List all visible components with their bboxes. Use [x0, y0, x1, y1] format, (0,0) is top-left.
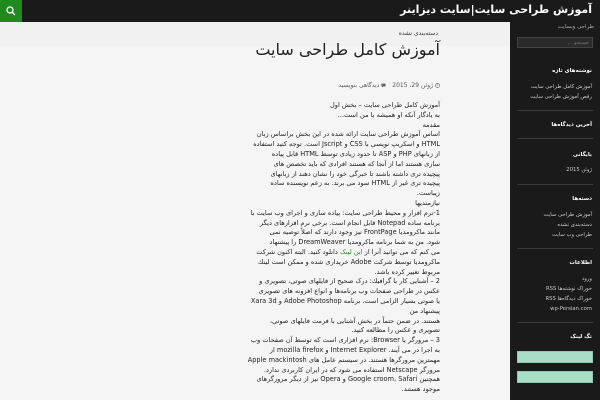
- post-comments-text: دیدگاهی بنویسید: [338, 82, 380, 89]
- body-line: به یادگار آنكه او همیشه با من است...: [337, 110, 440, 119]
- body-line: پیچیده تری داشته باشند تا خبرگی خود را نشان دهند از زبانهای: [270, 169, 440, 178]
- body-text-segment: دانلود كنید. البته اکنون شرکت: [256, 247, 338, 256]
- body-line: [245, 248, 440, 258]
- body-line: مربوط تغییر كرده باشد.: [374, 267, 440, 276]
- recent-post-link[interactable]: آموزش کامل طراحی سایت: [530, 84, 592, 90]
- body-line: سازی هستند اما از آنجا كه هستند افرادی كه باید تخصص های: [273, 159, 440, 168]
- sidebar-link-box[interactable]: [517, 351, 593, 363]
- body-line: HTML و اسكریپ نویسی با CSS و Jscript است. توجه كنید استفاده: [253, 140, 440, 149]
- body-line: پیچیده تری غیر از HTML سود می برند. به زعم نویسنده ساده: [270, 179, 440, 188]
- body-line: مقدمه: [422, 120, 440, 129]
- body-line: مانند ماكرومدیا FrontPage نیز وجود دارند كه اصلاً توصیه نمی: [269, 228, 440, 237]
- body-line: اساس آموزش طراحی سایت ارائه شده در این بخش براساس زبان: [256, 130, 440, 139]
- body-line: آموزش كامل طراحی سايت – بخش اول: [330, 101, 440, 109]
- site-title[interactable]: آموزش طراحی سایت|سایت دیزاینر: [400, 3, 592, 16]
- body-line: مهمترین مرورگرها هستند. در سیستم عامل های Apple mackintosh: [247, 355, 440, 364]
- meta-link[interactable]: خوراک دیدگاه‌ها RSS: [545, 296, 592, 302]
- categories-title: دسته‌ها: [572, 196, 592, 202]
- recent-posts-title: نوشته‌های تازه: [552, 68, 592, 74]
- body-line: یا صوتی بسیار الزامی است. برنامه Adobe Photoshop و Xara 3d پیشنهاد من: [250, 296, 440, 315]
- body-line: برنامه ساده Notepad قابل انجام است. برخی نرم افزارهای دیگر: [259, 218, 440, 227]
- body-line: 1-نرم افزار و محیط طراحی سایت: پیاده سازی و اجرای وب سایت با: [250, 208, 440, 217]
- links-title: تگ لینک: [570, 334, 592, 340]
- post-title[interactable]: آموزش کامل طراحی سایت: [255, 40, 440, 59]
- body-line: زیباست.: [416, 189, 440, 198]
- post-meta: [338, 82, 440, 89]
- widget-divider: [517, 248, 593, 249]
- site-tagline: طراحی وبسایت: [557, 24, 594, 30]
- post-date[interactable]: [392, 82, 440, 89]
- body-line: عكس در طراحی صفحات وب برنامه‌ها و انواع افزونه های تصویری: [258, 287, 440, 296]
- clock-icon: [435, 83, 440, 88]
- body-text-segment: می كنم كه می توانید آنرا از: [364, 247, 440, 256]
- body-line: نیازمندیها: [415, 198, 440, 207]
- widget-divider: [517, 184, 593, 185]
- widget-divider: [517, 110, 593, 111]
- download-link[interactable]: این لینک: [339, 247, 363, 256]
- search-icon: [6, 6, 16, 16]
- category-link[interactable]: طراحی وب سایت: [552, 232, 592, 238]
- meta-link[interactable]: خوراک نوشته‌ها RSS: [545, 286, 592, 292]
- body-line: مرورگر Netscape استفاده می شود كه در ایران كاربردی ندارد.: [263, 365, 440, 374]
- body-line: هستند. در ضمن حتماً در بخش آشنایی با فرمت فایلهای صوتی،: [269, 316, 440, 325]
- sidebar-link-box[interactable]: [517, 371, 593, 383]
- post-comments-link[interactable]: [338, 82, 386, 89]
- post-category-link[interactable]: دسته‌بندی نشده: [398, 30, 438, 37]
- recent-comments-title: آخرین دیدگاه‌ها: [551, 122, 592, 128]
- body-line: از زبانهای PHP و ASP تا حدود زیادی توسط HTML قابل پیاده: [271, 149, 440, 158]
- widget-divider: [517, 138, 593, 139]
- body-line: به اجرا در می آیند. Internet Explorer و mozilla firefox از: [269, 345, 440, 354]
- meta-title: اطلاعات: [569, 260, 592, 266]
- body-line: شود. من به شما برنامه ماكرومدیا DreamWeaver را پیشنهاد: [269, 238, 440, 247]
- body-line: 3 – مرورگر یا Browser: نرم افزاری است كه توسط آن صفحات وب: [250, 336, 440, 345]
- comment-icon: [381, 83, 386, 88]
- body-line: موجود هستند.: [401, 385, 440, 394]
- search-button[interactable]: [0, 0, 22, 22]
- body-line: تصویری و عكس را مطالعه كنید.: [351, 326, 440, 335]
- post-body: [245, 101, 440, 395]
- body-line: همچنین Google croom، Safari و Opera نیز از دیگر مرورگرهای: [256, 375, 440, 384]
- site-header: [0, 0, 600, 22]
- meta-link[interactable]: ورود: [581, 276, 592, 282]
- widget-divider: [517, 322, 593, 323]
- category-link[interactable]: آموزش طراحی سایت: [543, 212, 592, 218]
- meta-link[interactable]: wp-Persian.com: [550, 306, 592, 312]
- archives-title: بایگانی: [572, 152, 592, 158]
- body-line: ماكرومدیا توسط شركت Adobe خریداری شده و ممكن است لینك: [257, 257, 440, 266]
- body-line: 2 – آشنایی كار با گرافیك: درک صحیح از فایلهای صوتی، تصویری و: [259, 277, 440, 286]
- category-link[interactable]: دسته‌بندی نشده: [557, 222, 592, 228]
- post-date-text: ژوئن 29، 2015: [392, 82, 433, 89]
- sidebar-search-input[interactable]: [517, 37, 593, 48]
- sidebar: [510, 22, 600, 400]
- recent-post-link[interactable]: رقص آموزش طراحی سایت: [530, 94, 592, 100]
- archive-link[interactable]: ژوئن 2015: [566, 167, 592, 173]
